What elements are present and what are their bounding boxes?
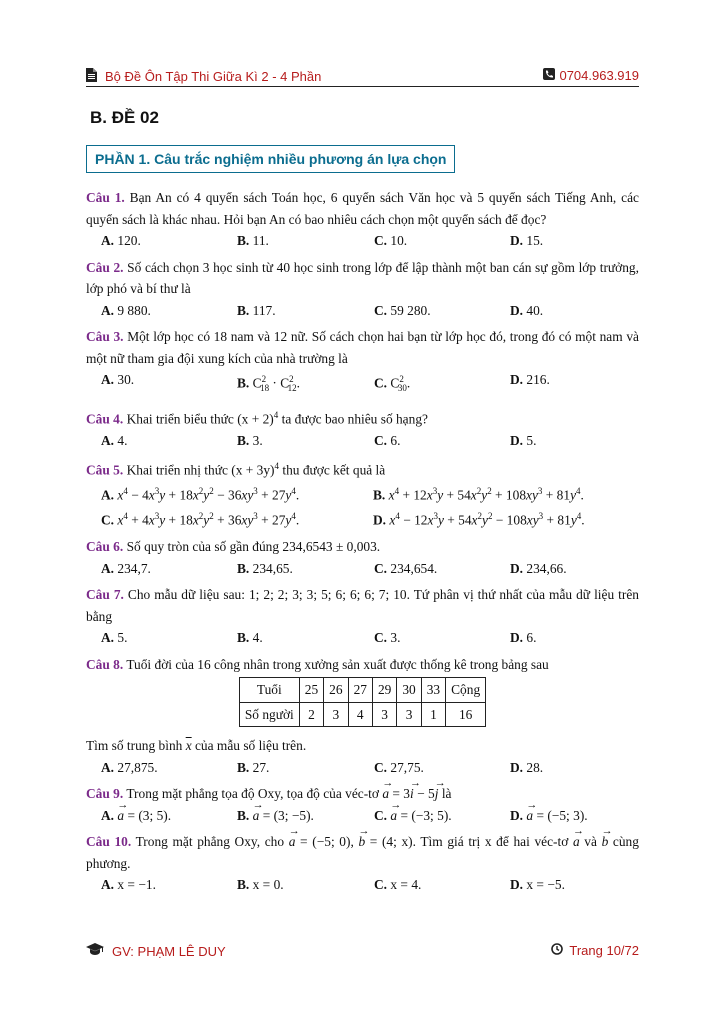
question-4-options bbox=[86, 430, 639, 452]
option-c[interactable]: C. 59 280. bbox=[374, 302, 431, 318]
question-1: Câu 1. Bạn An có 4 quyển sách Toán học, 6 quyển sách Văn học và 5 quyển sách Tiếng Anh, các quyển sách là khác nhau. Hỏi bạn An có bao nhiêu cách chọn một quyển sách để đọc? bbox=[86, 190, 639, 227]
question-10: Câu 10. Trong mặt phẳng Oxy, cho → a = (−5; 0), → b = (4; x). Tìm giá trị x để hai véc-tơ → a và → b cùng phương. bbox=[86, 831, 639, 874]
option-c[interactable]: C. 6. bbox=[374, 432, 401, 448]
header-title: Bộ Đề Ôn Tập Thi Giữa Kì 2 - 4 Phần bbox=[105, 69, 322, 84]
option-c[interactable]: C. 27,75. bbox=[374, 759, 424, 775]
option-a[interactable]: A. $x^4 - 4x^3y + 18x^2y^2 - 36xy^3 + 27y^4$. bbox=[101, 486, 300, 503]
option-a[interactable]: A. x = −1. bbox=[101, 877, 156, 893]
question-8: Câu 8. Tuổi đời của 16 công nhân trong xưởng sản xuất được thống kê trong bảng sau bbox=[86, 656, 549, 672]
question-7: Câu 7. Cho mẫu dữ liệu sau: 1; 2; 2; 3; 3; 5; 6; 6; 6; 7; 10. Tứ phân vị thứ nhất của mẫu dữ liệu trên bằng bbox=[86, 587, 639, 624]
option-a[interactable]: A. 234,7. bbox=[101, 560, 151, 576]
question-list bbox=[86, 187, 639, 901]
option-b[interactable]: B. 234,65. bbox=[237, 560, 293, 576]
option-b[interactable]: B. 11. bbox=[237, 233, 269, 248]
page-number: Trang 10/72 bbox=[569, 943, 639, 958]
question-4: Câu 4. Khai triển biểu thức $(x + 2)^4$ ta được bao nhiêu số hạng? bbox=[86, 409, 428, 427]
option-a[interactable]: A. 120. bbox=[101, 233, 141, 248]
graduation-cap-icon bbox=[86, 943, 104, 959]
question-2-options bbox=[86, 300, 639, 322]
teacher-name: GV: PHẠM LÊ DUY bbox=[112, 943, 226, 959]
question-1-options bbox=[86, 230, 639, 252]
header-phone: 0704.963.919 bbox=[559, 68, 639, 83]
page-footer bbox=[86, 943, 639, 963]
option-d[interactable]: D. 40. bbox=[510, 302, 544, 318]
option-a[interactable]: A. → a = (3; 5). bbox=[101, 805, 237, 827]
question-6-options bbox=[86, 558, 639, 580]
question-3-options bbox=[86, 369, 639, 400]
page-header bbox=[86, 66, 639, 87]
question-5: Câu 5. Khai triển nhị thức $(x + 3y)^4$ thu được kết quả là bbox=[86, 461, 386, 478]
option-a[interactable]: A. 27,875. bbox=[101, 759, 158, 775]
option-c[interactable]: C. $C^2_{30}$. bbox=[374, 374, 411, 394]
question-3: Câu 3. Một lớp học có 18 nam và 12 nữ. Số cách chọn hai bạn từ lớp học đó, trong đó có một nam và một nữ tham gia đội xung kích của nhà trường là bbox=[86, 329, 639, 366]
option-d[interactable]: D. $x^4 - 12x^3y + 54x^2y^2 - 108xy^3 + 81y^4$. bbox=[373, 511, 585, 528]
option-d[interactable]: D. 28. bbox=[510, 759, 544, 775]
document-icon bbox=[86, 68, 97, 85]
part-title: PHẦN 1. Câu trắc nghiệm nhiều phương án lựa chọn bbox=[86, 145, 455, 173]
option-d[interactable]: D. 5. bbox=[510, 432, 537, 448]
question-9: Câu 9. Trong mặt phẳng tọa độ Oxy, tọa độ của véc-tơ → a = 3→ i − 5→ j là bbox=[86, 783, 639, 805]
option-c[interactable]: C. 3. bbox=[374, 630, 401, 646]
option-b[interactable]: B. 3. bbox=[237, 432, 263, 448]
question-8-prompt: Tìm số trung bình $\overline{x}$ của mẫu số liệu trên. bbox=[86, 738, 307, 754]
option-b[interactable]: B. → a = (3; −5). bbox=[237, 805, 374, 827]
option-c[interactable]: C. x = 4. bbox=[374, 877, 422, 893]
option-c[interactable]: C. 234,654. bbox=[374, 560, 438, 576]
option-b[interactable]: B. x = 0. bbox=[237, 877, 284, 893]
question-10-options bbox=[86, 874, 639, 896]
question-8-options bbox=[86, 757, 639, 779]
option-d[interactable]: D. x = −5. bbox=[510, 877, 565, 893]
option-b[interactable]: B. 27. bbox=[237, 759, 270, 775]
option-d[interactable]: D. → a = (−5; 3). bbox=[510, 805, 654, 827]
clock-icon bbox=[551, 943, 563, 958]
option-d[interactable]: D. 216. bbox=[510, 372, 550, 387]
age-table: Tuổi 25 26 27 29 30 33 Cộng Số người 2 3 4 3 3 1 16 bbox=[239, 677, 486, 727]
phone-icon bbox=[543, 68, 555, 83]
option-d[interactable]: D. 6. bbox=[510, 630, 537, 646]
option-b[interactable]: B. $x^4 + 12x^3y + 54x^2y^2 + 108xy^3 + 81y^4$. bbox=[373, 486, 584, 503]
question-2: Câu 2. Số cách chọn 3 học sinh từ 40 học sinh trong lớp để lập thành một ban cán sự gồm lớp trưởng, lớp phó và bí thư là bbox=[86, 259, 639, 296]
option-a[interactable]: A. 30. bbox=[101, 372, 135, 387]
option-a[interactable]: A. 4. bbox=[101, 432, 128, 448]
option-c[interactable]: C. 10. bbox=[374, 233, 408, 248]
question-5-options bbox=[86, 481, 639, 531]
option-c[interactable]: C. $x^4 + 4x^3y + 18x^2y^2 + 36xy^3 + 27y^4$. bbox=[101, 511, 300, 528]
option-b[interactable]: B. 117. bbox=[237, 302, 276, 318]
doc-title: B. ĐỀ 02 bbox=[90, 108, 159, 127]
option-b[interactable]: B. $C^2_{18} \cdot C^2_{12}$. bbox=[237, 374, 301, 394]
option-d[interactable]: D. 234,66. bbox=[510, 560, 567, 576]
option-c[interactable]: C. → a = (−3; 5). bbox=[374, 805, 510, 827]
option-d[interactable]: D. 15. bbox=[510, 233, 544, 248]
option-a[interactable]: A. 5. bbox=[101, 630, 128, 646]
option-a[interactable]: A. 9 880. bbox=[101, 302, 151, 318]
option-b[interactable]: B. 4. bbox=[237, 630, 263, 646]
question-7-options bbox=[86, 627, 639, 649]
question-6: Câu 6. Số quy tròn của số gần đúng 234,6543 ± 0,003. bbox=[86, 539, 381, 555]
